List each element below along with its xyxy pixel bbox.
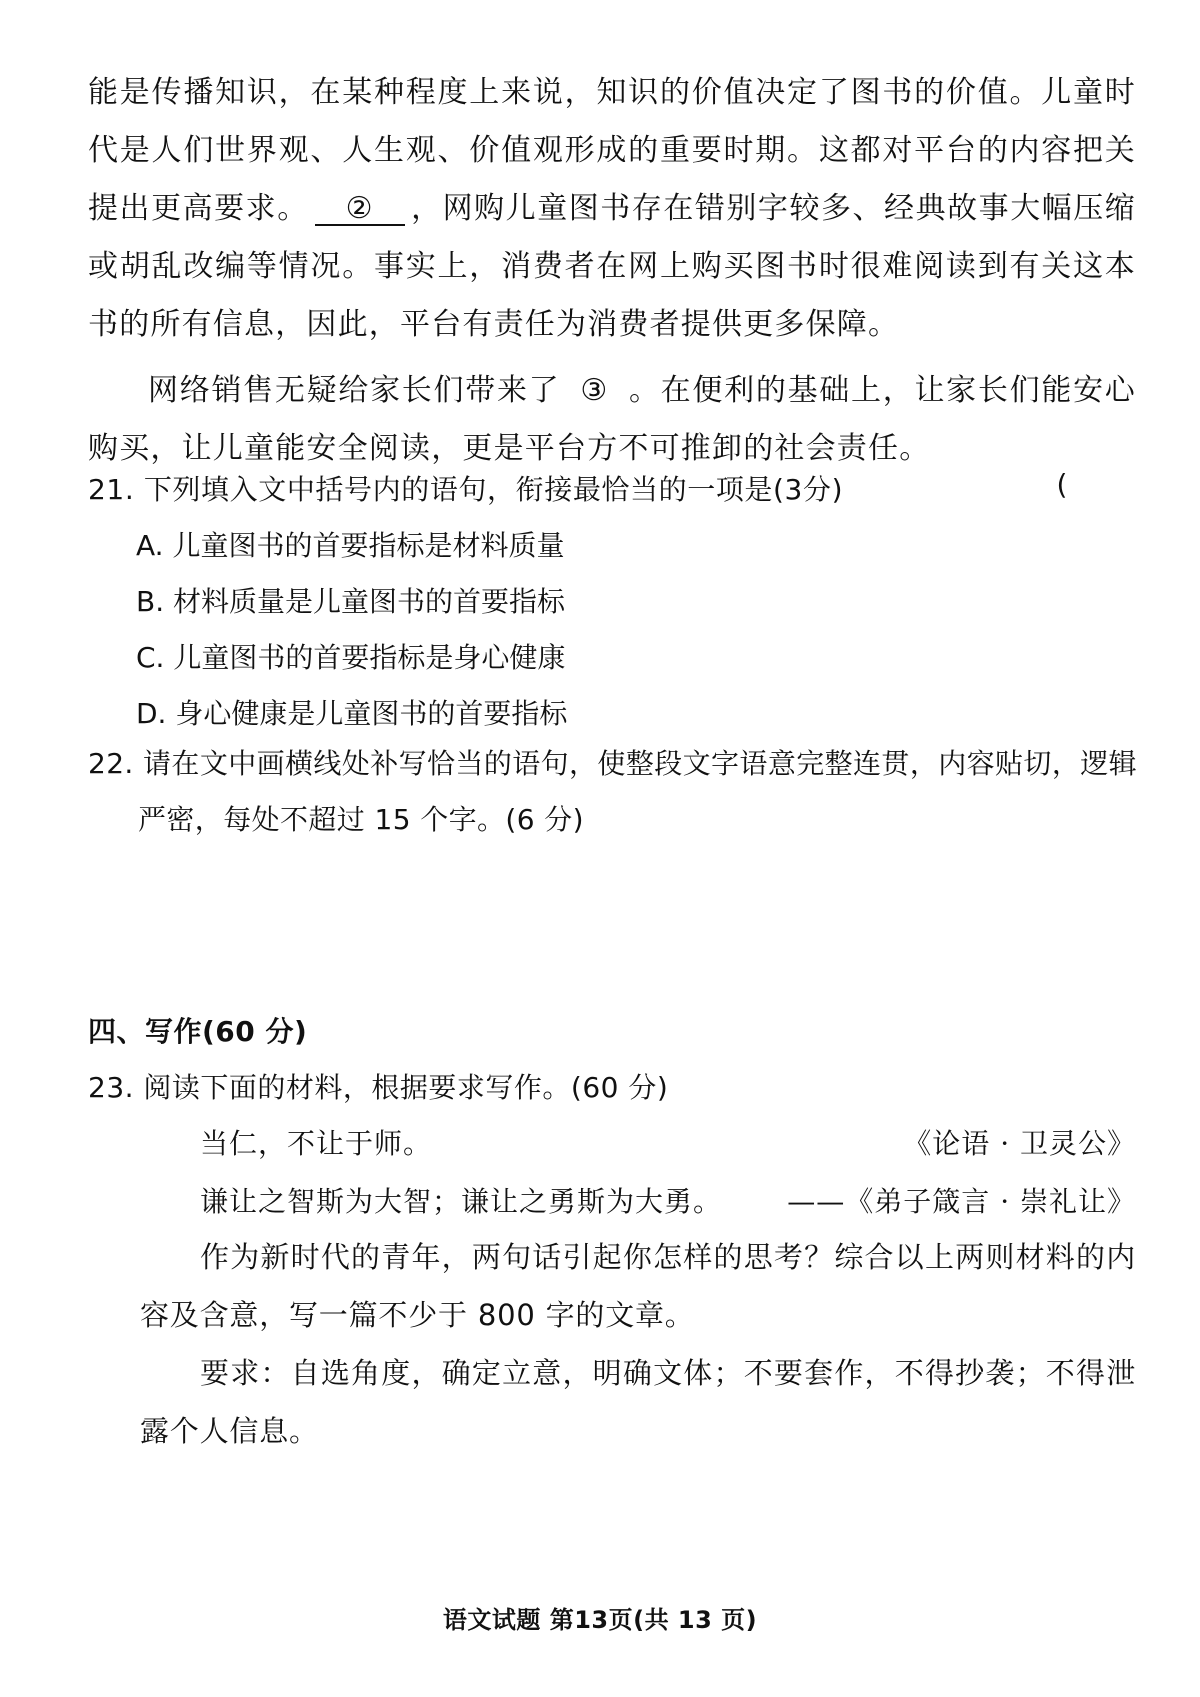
quote-2-source: ——《弟子箴言 · 崇礼让》 — [787, 1185, 1136, 1218]
quote-1-source: 《论语 · 卫灵公》 — [903, 1127, 1136, 1160]
blank-3: ③ — [580, 373, 609, 408]
passage-text: 网络销售无疑给家长们带来了 — [148, 373, 561, 408]
page-footer: 语文试题 第13页(共 13 页) — [442, 1606, 758, 1634]
quote-2-text: 谦让之智斯为大智；谦让之勇斯为大勇。 — [200, 1185, 723, 1218]
option-b: B. 材料质量是儿童图书的首要指标 — [136, 585, 566, 618]
reading-passage — [88, 64, 1136, 478]
passage-paragraph-2 — [88, 362, 1136, 478]
passage-text: 能是传播知识，在某种程度上来说，知识的价值决定了图书的价值。儿童时代是人们世界观、人生观、价值观形成的重要时期。这都对平台的内容把关提出更高要求。 — [88, 75, 1136, 226]
writing-prompt-text: 作为新时代的青年，两句话引起你怎样的思考？综合以上两则材料的内容及含意，写一篇不少于 800 字的文章。 — [140, 1240, 1136, 1332]
option-c: C. 儿童图书的首要指标是身心健康 — [136, 641, 566, 674]
question-22 — [88, 736, 1138, 848]
question-21 — [88, 468, 1128, 508]
quote-2 — [200, 1180, 1136, 1220]
option-a: A. 儿童图书的首要指标是材料质量 — [136, 529, 565, 562]
quote-1 — [200, 1122, 1136, 1162]
question-22-line-1: 22. 请在文中画横线处补写恰当的语句，使整段文字语意完整连贯，内容贴切，逻辑 — [88, 747, 1138, 780]
option-d: D. 身心健康是儿童图书的首要指标 — [136, 697, 568, 730]
answer-paren: ( — [1056, 468, 1068, 501]
quote-1-text: 当仁，不让于师。 — [200, 1127, 433, 1160]
question-21-stem: 21. 下列填入文中括号内的语句，衔接最恰当的一项是(3分) — [88, 473, 844, 506]
passage-paragraph-1 — [88, 64, 1136, 354]
blank-2: ② — [315, 194, 405, 226]
question-21-options — [136, 518, 567, 742]
question-22-line-2: 严密，每处不超过 15 个字。(6 分) — [138, 803, 584, 836]
writing-requirement: 要求：自选角度，确定立意，明确文体；不要套作，不得抄袭；不得泄露个人信息。 — [140, 1356, 1136, 1448]
question-23-stem: 23. 阅读下面的材料，根据要求写作。(60 分) — [88, 1071, 669, 1104]
passage-text: ，网购儿童图书存在错别字较多、经典故事大幅压缩或胡乱改编等情况。事实上，消费者在网上购买图书时很难阅读到有关这本书的所有信息，因此，平台有责任为消费者提供更多保障。 — [88, 191, 1136, 342]
section-heading: 四、写作(60 分) — [88, 1015, 308, 1048]
writing-prompt — [140, 1228, 1136, 1460]
passage-text: 。在便利的基础上，让家长们能安心购买，让儿童能安全阅读，更是平台方不可推卸的社会责任。 — [88, 373, 1137, 466]
